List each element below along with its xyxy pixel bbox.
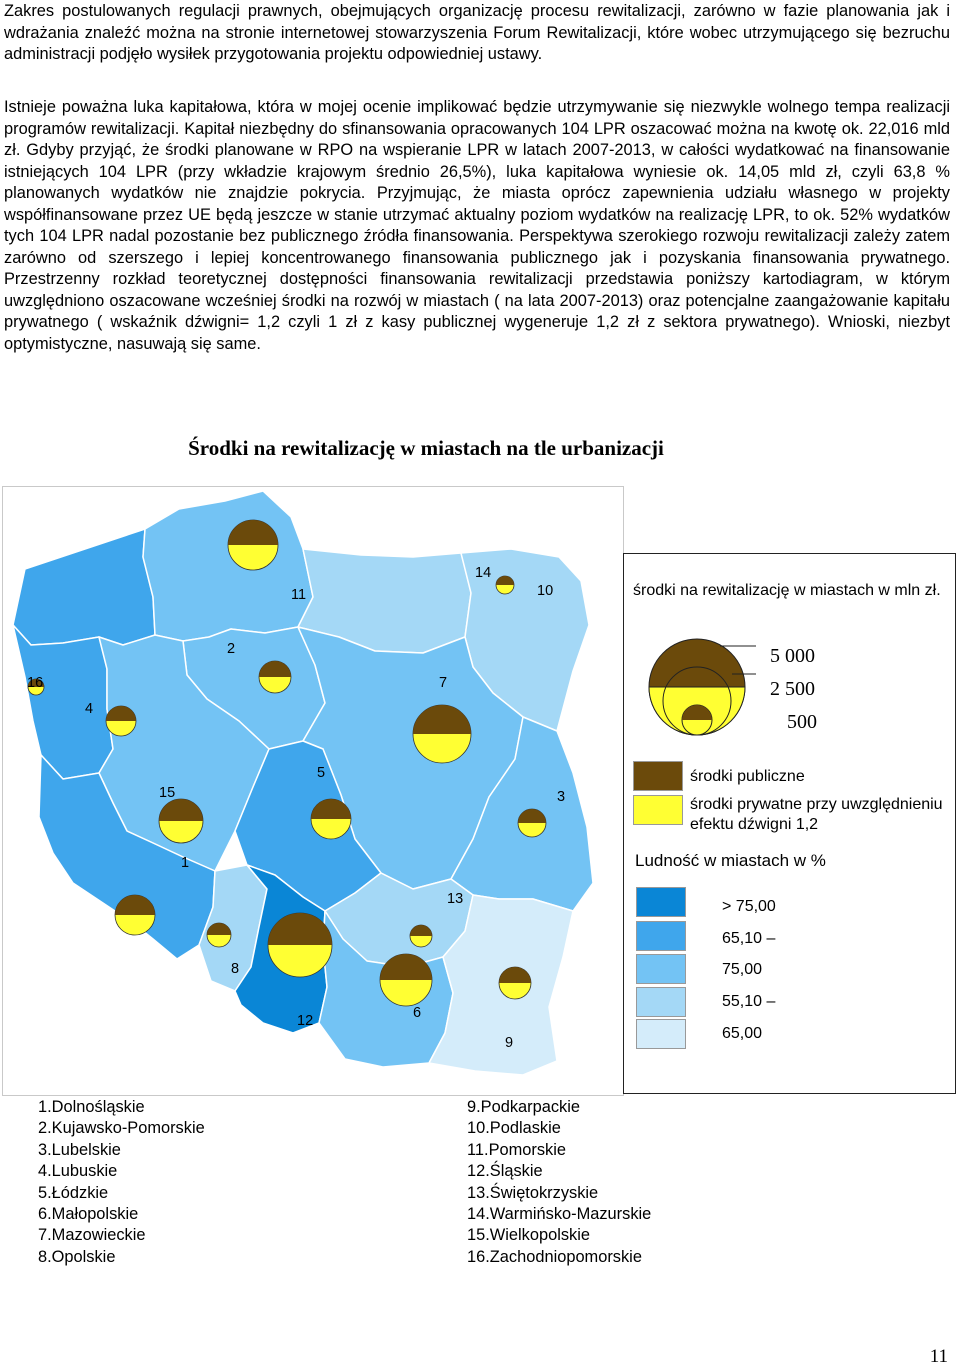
poland-map xyxy=(3,487,623,1095)
voivodeship-list-right xyxy=(467,1097,651,1268)
paragraph-intro: Zakres postulowanych regulacji prawnych, obejmujących organizację procesu rewitalizacji, zarówno w fazie planowania jak i wdrażania znaleźć można na stronie internetowej stowarzyszenia Forum Rewitalizacji, które wobec utrzymującego się bezruchu administracji podjęło wysiłek przygotowania projektu odpowiedniej ustawy. xyxy=(4,2,950,63)
map-legend xyxy=(623,553,956,1094)
region-label-6: 6 xyxy=(413,1005,422,1021)
pie-13 xyxy=(410,925,432,947)
list-item: 4.Lubuskie xyxy=(38,1162,118,1181)
region-label-7: 7 xyxy=(439,675,448,691)
voivodeship-list-left xyxy=(38,1097,205,1268)
class-swatch-1 xyxy=(636,887,686,917)
public-funds-label: środki publiczne xyxy=(690,768,805,785)
legend-size-2500: 2 500 xyxy=(770,678,815,700)
pie-3 xyxy=(518,809,546,837)
pie-11 xyxy=(228,520,278,570)
public-funds-swatch xyxy=(633,761,683,791)
page-number: 11 xyxy=(929,1346,948,1367)
region-label-3: 3 xyxy=(557,789,566,805)
pie-9 xyxy=(499,967,531,999)
list-item: 11.Pomorskie xyxy=(467,1140,566,1159)
class-swatch-4 xyxy=(636,987,686,1017)
legend-size-500: 500 xyxy=(787,711,817,733)
region-label-1: 1 xyxy=(181,855,190,871)
population-title: Ludność w miastach w % xyxy=(635,851,826,870)
pie-5 xyxy=(311,799,351,839)
list-item: 16.Zachodniopomorskie xyxy=(467,1247,642,1266)
pie-8 xyxy=(207,923,231,947)
region-label-5: 5 xyxy=(317,765,326,781)
list-item: 3.Lubelskie xyxy=(38,1140,121,1159)
legend-size-5000: 5 000 xyxy=(770,645,815,667)
class-label-65-from: 65,10 – xyxy=(722,930,776,947)
private-funds-swatch xyxy=(633,795,683,825)
class-label-75: 75,00 xyxy=(722,961,763,978)
private-funds-label: środki prywatne przy uwzględnieniu efektu dźwigni 1,2 xyxy=(690,796,943,833)
region-label-11: 11 xyxy=(291,587,307,603)
list-item: 14.Warmińsko-Mazurskie xyxy=(467,1205,652,1224)
list-item: 7.Mazowieckie xyxy=(38,1226,146,1245)
region-label-10: 10 xyxy=(537,583,554,599)
map-frame xyxy=(2,486,624,1096)
pie-4 xyxy=(106,706,136,736)
region-label-8: 8 xyxy=(231,961,240,977)
class-swatch-5 xyxy=(636,1019,686,1049)
class-swatch-2 xyxy=(636,921,686,951)
region-label-12: 12 xyxy=(297,1013,314,1029)
region-label-13: 13 xyxy=(447,891,464,907)
region-4-lubuskie xyxy=(13,625,113,779)
region-label-15: 15 xyxy=(159,785,176,801)
region-11-pomorskie xyxy=(143,491,313,641)
list-item: 15.Wielkopolskie xyxy=(467,1226,590,1245)
list-item: 5.Łódzkie xyxy=(38,1183,109,1202)
region-label-16: 16 xyxy=(27,675,44,691)
list-item: 6.Małopolskie xyxy=(38,1205,139,1224)
pie-2 xyxy=(259,661,291,693)
pie-7 xyxy=(413,705,471,763)
region-label-14: 14 xyxy=(475,565,492,581)
list-item: 9.Podkarpackie xyxy=(467,1098,580,1116)
class-swatch-3 xyxy=(636,954,686,984)
pie-1 xyxy=(115,895,155,935)
list-item: 10.Podlaskie xyxy=(467,1119,561,1138)
region-label-4: 4 xyxy=(85,701,94,717)
list-item: 12.Śląskie xyxy=(467,1162,543,1181)
list-item: 1.Dolnośląskie xyxy=(38,1098,145,1116)
region-16-zachodniopomorskie xyxy=(13,529,155,645)
class-label-55-from: 55,10 – xyxy=(722,993,776,1010)
figure-title: Środki na rewitalizację w miastach na tle urbanizacji xyxy=(188,436,664,460)
region-label-9: 9 xyxy=(505,1035,514,1051)
list-item: 13.Świętokrzyskie xyxy=(467,1183,599,1202)
list-item: 2.Kujawsko-Pomorskie xyxy=(38,1119,205,1138)
pie-10 xyxy=(496,576,514,594)
legend-size-title: środki na rewitalizację w miastach w mln zł. xyxy=(633,582,941,599)
paragraph-capital-gap: Istnieje poważna luka kapitałowa, która w mojej ocenie implikować będzie utrzymywanie się niezwykle wolnego tempa realizacji programów rewitalizacji. Kapitał niezbędny do sfinansowania opracowanych 104 LPR oszacować można na kwotę ok. 22,016 mld zł. Gdyby przyjąć, że środki planowane w RPO na wspieranie LPR w latach 2007-2013, w całości wydatkować na finansowanie istniejących 104 LPR (przy wkładzie krajowym średnio 26,5%), luka kapitałowa wyniesie ok. 14,05 mld zł, czyli 63,8 % planowanych wydatków nie znajdzie pokrycia. Przyjmując, że miasta oprócz zapewnienia udziału własnego w projekty współfinansowane przez UE będą jeszcze w stanie utrzymać aktualny poziom wydatków na realizację LPR, to ok. 52% wydatków tych 104 LPR nadal pozostanie bez publicznego źródła finansowania. Perspektywa szerokiego rozwoju rewitalizacji zależy zatem zarówno od szerszego i lepiej koncentrowanego finansowania publicznego jak i pozyskania finansowania prywatnego. Przestrzenny rozkład teoretycznej dostępności finansowania rewitalizacji przedstawia poniższy kartodiagram, w którym uwzględniono oszacowane wcześniej środki na rozwój w miastach ( na lata 2007-2013) oraz potencjalne zaangażowanie kapitału prywatnego ( wskaźnik dźwigni= 1,2 czyli 1 zł z kasy publicznej wygeneruje 1,2 zł z sektora prywatnego). Wnioski, niezbyt optymistyczne, nasuwają się same. xyxy=(4,98,950,353)
pie-12 xyxy=(268,913,332,977)
pie-6 xyxy=(380,954,432,1006)
region-label-2: 2 xyxy=(227,641,236,657)
class-label-65: 65,00 xyxy=(722,1025,763,1042)
pie-15 xyxy=(159,799,203,843)
list-item: 8.Opolskie xyxy=(38,1247,116,1266)
class-label-above-75: > 75,00 xyxy=(722,898,776,915)
